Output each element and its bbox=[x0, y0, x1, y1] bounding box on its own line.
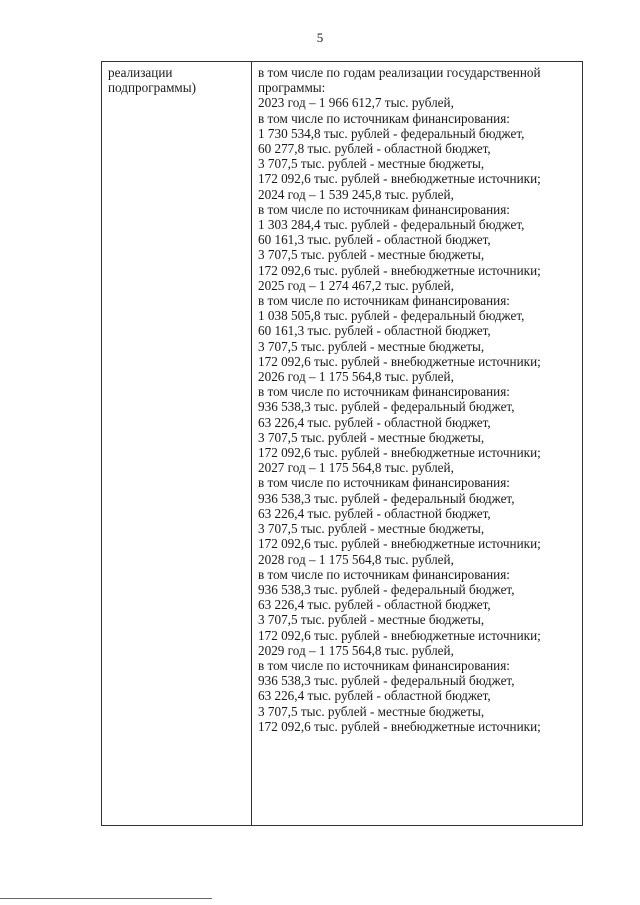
right-cell-line: 3 707,5 тыс. рублей - местные бюджеты, bbox=[258, 338, 485, 354]
right-cell-line: в том числе по источникам финансирования: bbox=[258, 384, 510, 400]
right-cell-line: 60 161,3 тыс. рублей - областной бюджет, bbox=[258, 232, 491, 248]
right-cell-line: в том числе по источникам финансирования: bbox=[258, 566, 510, 582]
right-cell-line: 60 161,3 тыс. рублей - областной бюджет, bbox=[258, 323, 491, 339]
right-cell-line: 2025 год – 1 274 467,2 тыс. рублей, bbox=[258, 277, 454, 293]
right-cell-line: в том числе по источникам финансирования: bbox=[258, 293, 510, 309]
right-cell-line: в том числе по источникам финансирования: bbox=[258, 201, 510, 217]
right-cell-line: 2028 год – 1 175 564,8 тыс. рублей, bbox=[258, 551, 454, 567]
right-cell-line: 63 226,4 тыс. рублей - областной бюджет, bbox=[258, 688, 491, 704]
right-cell-line: 172 092,6 тыс. рублей - внебюджетные источники; bbox=[258, 171, 541, 187]
right-cell-line: 936 538,3 тыс. рублей - федеральный бюджет, bbox=[258, 399, 515, 415]
right-cell-line: 3 707,5 тыс. рублей - местные бюджеты, bbox=[258, 247, 485, 263]
right-cell-line: в том числе по источникам финансирования: bbox=[258, 110, 510, 126]
right-cell-line: 1 303 284,4 тыс. рублей - федеральный бюджет, bbox=[258, 217, 525, 233]
right-cell-line: 3 707,5 тыс. рублей - местные бюджеты, bbox=[258, 612, 485, 628]
page-number: 5 bbox=[316, 30, 324, 45]
right-cell-line: 936 538,3 тыс. рублей - федеральный бюджет, bbox=[258, 581, 515, 597]
right-cell-line: 2027 год – 1 175 564,8 тыс. рублей, bbox=[258, 460, 454, 476]
right-cell-line: 3 707,5 тыс. рублей - местные бюджеты, bbox=[258, 156, 485, 172]
right-cell-line: 3 707,5 тыс. рублей - местные бюджеты, bbox=[258, 521, 485, 537]
right-cell-line: 936 538,3 тыс. рублей - федеральный бюджет, bbox=[258, 673, 515, 689]
footer-divider bbox=[0, 898, 212, 899]
right-cell-line: 172 092,6 тыс. рублей - внебюджетные источники; bbox=[258, 536, 541, 552]
right-cell-line: 1 730 534,8 тыс. рублей - федеральный бюджет, bbox=[258, 125, 525, 141]
right-cell-line: 3 707,5 тыс. рублей - местные бюджеты, bbox=[258, 703, 485, 719]
right-cell-line: 172 092,6 тыс. рублей - внебюджетные источники; bbox=[258, 262, 541, 278]
right-cell-line: 172 092,6 тыс. рублей - внебюджетные источники; bbox=[258, 445, 541, 461]
right-cell-line: 936 538,3 тыс. рублей - федеральный бюджет, bbox=[258, 490, 515, 506]
right-cell-line: в том числе по годам реализации государственной bbox=[258, 65, 541, 80]
right-cell-line: 2026 год – 1 175 564,8 тыс. рублей, bbox=[258, 369, 454, 385]
right-cell-line: 63 226,4 тыс. рублей - областной бюджет, bbox=[258, 414, 491, 430]
right-cell-line: 3 707,5 тыс. рублей - местные бюджеты, bbox=[258, 429, 485, 445]
right-cell-line: 1 038 505,8 тыс. рублей - федеральный бюджет, bbox=[258, 308, 525, 324]
right-cell-line: 2029 год – 1 175 564,8 тыс. рублей, bbox=[258, 642, 454, 658]
right-cell-line: в том числе по источникам финансирования: bbox=[258, 657, 510, 673]
table-right-cell bbox=[252, 62, 582, 825]
right-cell-line: 172 092,6 тыс. рублей - внебюджетные источники; bbox=[258, 353, 541, 369]
right-cell-line: 63 226,4 тыс. рублей - областной бюджет, bbox=[258, 597, 491, 613]
right-cell-line: 2024 год – 1 539 245,8 тыс. рублей, bbox=[258, 186, 454, 202]
right-cell-line: 172 092,6 тыс. рублей - внебюджетные источники; bbox=[258, 718, 541, 734]
right-cell-line: 2023 год – 1 966 612,7 тыс. рублей, bbox=[258, 95, 454, 111]
right-cell-line: в том числе по источникам финансирования: bbox=[258, 475, 510, 491]
funding-table bbox=[101, 61, 583, 826]
right-cell-line: 172 092,6 тыс. рублей - внебюджетные источники; bbox=[258, 627, 541, 643]
right-cell-line: программы: bbox=[258, 80, 326, 96]
table-left-cell bbox=[102, 62, 252, 825]
left-cell-line: реализации bbox=[108, 65, 173, 80]
right-cell-line: 60 277,8 тыс. рублей - областной бюджет, bbox=[258, 141, 491, 157]
left-cell-line: подпрограммы) bbox=[108, 80, 197, 96]
right-cell-line: 63 226,4 тыс. рублей - областной бюджет, bbox=[258, 505, 491, 521]
